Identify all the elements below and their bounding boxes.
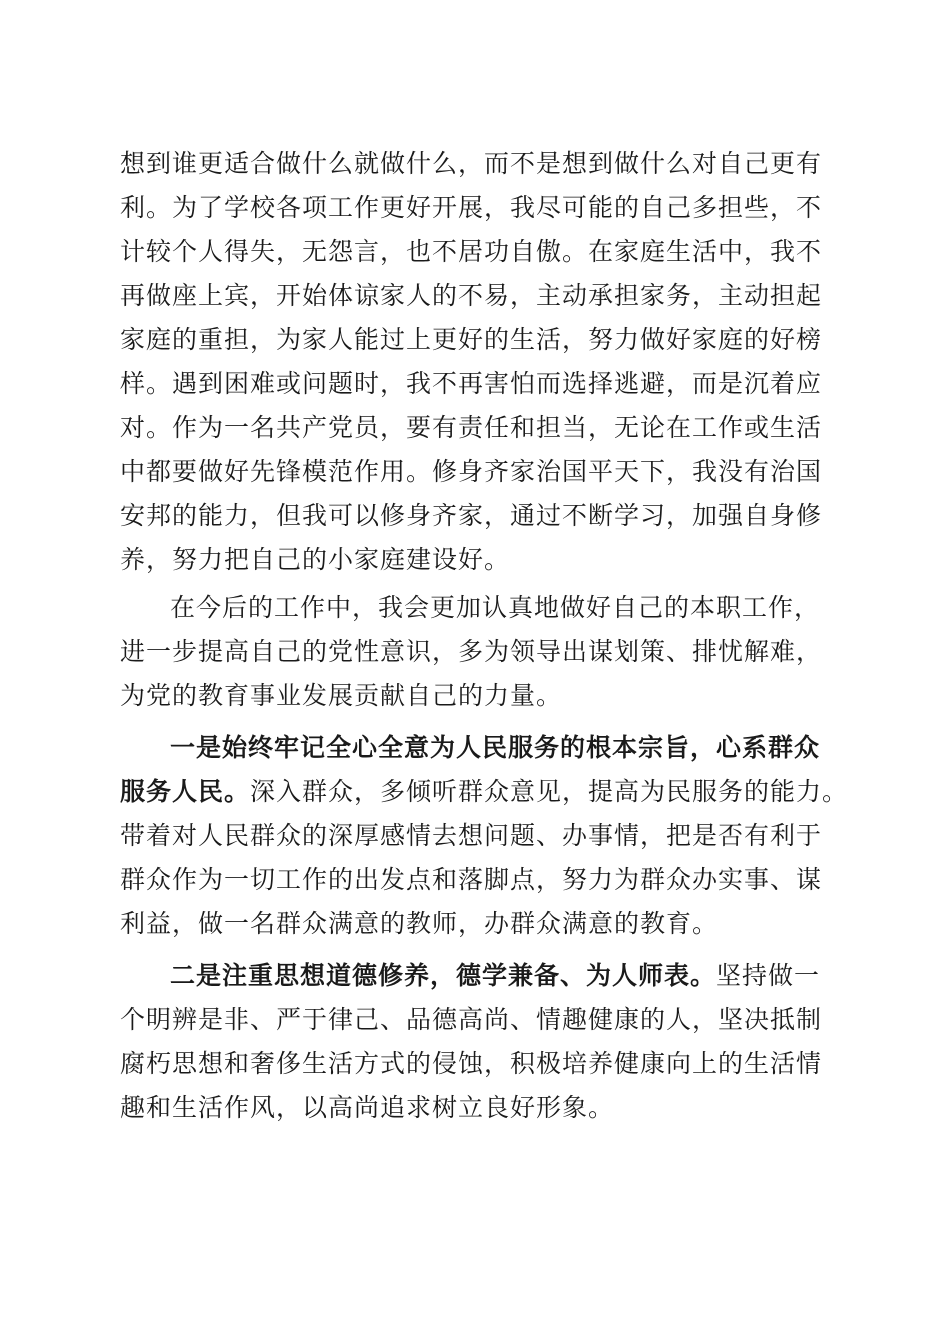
text-line: 中都要做好先锋模范作用。修身齐家治国平天下，我没有治国 [120,457,823,486]
text-line: 在今后的工作中，我会更加认真地做好自己的本职工作， [170,593,821,622]
text-line: 腐朽思想和奢侈生活方式的侵蚀，积极培养健康向上的生活情 [120,1049,823,1078]
paragraph-4 [120,954,840,1130]
document-body [120,142,849,1130]
text-line: 趣和生活作风，以高尚追求树立良好形象。 [120,1093,615,1122]
paragraph-1 [120,142,840,582]
text-line: 进一步提高自己的党性意识，多为领导出谋划策、排忧解难， [120,637,823,666]
text-line [120,770,849,814]
text-line: 群众作为一切工作的出发点和落脚点，努力为群众办实事、谋 [120,865,823,894]
text-line: 为党的教育事业发展贡献自己的力量。 [120,681,563,710]
text-line: 计较个人得失，无怨言，也不居功自傲。在家庭生活中，我不 [120,237,823,266]
text-line: 想到谁更适合做什么就做什么，而不是想到做什么对自己更有 [120,149,823,178]
paragraph-4-line-1-rest: 坚持做一 [716,961,821,990]
paragraph-2 [120,586,840,718]
paragraph-3-line-2-rest: 深入群众，多倾听群众意见，提高为民服务的能力。 [250,777,849,806]
text-line: 再做座上宾，开始体谅家人的不易，主动承担家务，主动担起 [120,281,823,310]
paragraph-3-heading: 一是始终牢记全心全意为人民服务的根本宗旨，心系群众 [170,733,821,762]
text-line: 安邦的能力，但我可以修身齐家，通过不断学习，加强自身修 [120,501,823,530]
text-line: 家庭的重担，为家人能过上更好的生活，努力做好家庭的好榜 [120,325,823,354]
text-line: 个明辨是非、严于律己、品德高尚、情趣健康的人，坚决抵制 [120,1005,823,1034]
paragraph-3-heading-cont: 服务人民。 [120,777,251,806]
text-line: 利益，做一名群众满意的教师，办群众满意的教育。 [120,909,719,938]
text-line: 养，努力把自己的小家庭建设好。 [120,545,511,574]
text-line: 带着对人民群众的深厚感情去想问题、办事情，把是否有利于 [120,821,823,850]
text-line: 对。作为一名共产党员，要有责任和担当，无论在工作或生活 [120,413,823,442]
text-line [120,954,840,998]
text-line: 样。遇到困难或问题时，我不再害怕而选择逃避，而是沉着应 [120,369,823,398]
paragraph-4-heading: 二是注重思想道德修养，德学兼备、为人师表。 [170,961,717,990]
paragraph-3 [120,726,849,946]
text-line: 利。为了学校各项工作更好开展，我尽可能的自己多担些，不 [120,193,823,222]
